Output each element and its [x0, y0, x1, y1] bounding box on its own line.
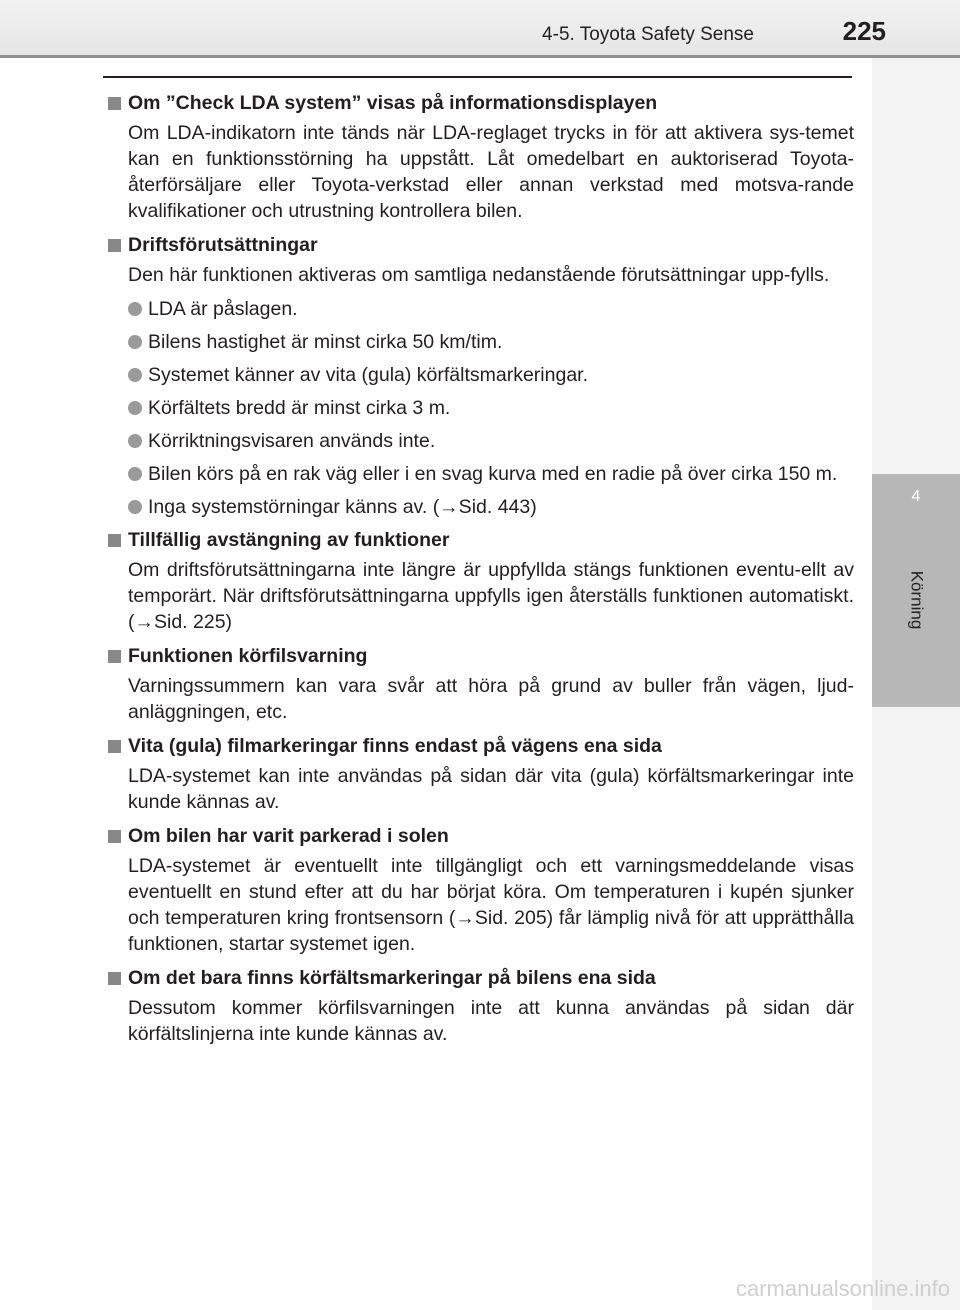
heading-text: Om det bara finns körfältsmarkeringar på bilens ena sida: [128, 967, 656, 989]
side-tab-upper: [872, 58, 960, 474]
list-item: Bilen körs på en rak väg eller i en svag kurva med en radie på över cirka 150 m.: [128, 461, 854, 487]
chapter-label: [872, 570, 960, 630]
circle-bullet-icon: [128, 335, 142, 349]
page-content: [108, 90, 854, 1055]
section-paragraph: LDA-systemet kan inte användas på sidan där vita (gula) körfältsmarkeringar inte kunde kännas av.: [128, 765, 854, 813]
heading-text: Driftsförutsättningar: [128, 234, 318, 256]
heading-text: Funktionen körfilsvarning: [128, 645, 368, 667]
heading-text: Om ”Check LDA system” visas på informationsdisplayen: [128, 92, 658, 114]
list-item: Körfältets bredd är minst cirka 3 m.: [128, 395, 854, 421]
header-divider: [103, 76, 852, 78]
section-heading: [108, 643, 854, 669]
section-paragraph: Om driftsförutsättningarna inte längre är uppfyllda stängs funktionen eventu-ellt av temporärt. När driftsförutsättningarna uppfylls igen återställs funktionen automatiskt. (→Sid. 225): [128, 559, 854, 633]
section-paragraph: Om LDA-indikatorn inte tänds när LDA-reglaget trycks in för att aktivera sys-temet kan en funktionsstörning ha uppstått. Låt omedelbart en auktoriserad Toyota-återförsäljare eller Toyota-verkstad eller annan verkstad med motsva-rande kvalifikationer och utrustning kontrollera bilen.: [128, 122, 854, 222]
square-bullet-icon: [108, 534, 121, 547]
square-bullet-icon: [108, 239, 121, 252]
section-paragraph: Varningssummern kan vara svår att höra på grund av buller från vägen, ljud-anläggningen, etc.: [128, 675, 854, 723]
chapter-number: 4: [911, 488, 921, 505]
heading-text: Om bilen har varit parkerad i solen: [128, 825, 449, 847]
circle-bullet-icon: [128, 500, 142, 514]
circle-bullet-icon: [128, 434, 142, 448]
circle-bullet-icon: [128, 302, 142, 316]
chapter-label-text: Körning: [906, 570, 926, 630]
square-bullet-icon: [108, 650, 121, 663]
list-item: LDA är påslagen.: [128, 296, 854, 322]
circle-bullet-icon: [128, 467, 142, 481]
list-item: Körriktningsvisaren används inte.: [128, 428, 854, 454]
circle-bullet-icon: [128, 368, 142, 382]
section-paragraph: Den här funktionen aktiveras om samtliga nedanstående förutsättningar upp-fylls.: [128, 264, 830, 286]
section-heading: [108, 733, 854, 759]
square-bullet-icon: [108, 972, 121, 985]
list-item: Bilens hastighet är minst cirka 50 km/tim.: [128, 329, 854, 355]
heading-text: Tillfällig avstängning av funktioner: [128, 529, 450, 551]
circle-bullet-icon: [128, 401, 142, 415]
list-item: Systemet känner av vita (gula) körfältsmarkeringar.: [128, 362, 854, 388]
section-heading: [108, 90, 854, 116]
section-heading: [108, 527, 854, 553]
page-number: 225: [842, 16, 886, 46]
square-bullet-icon: [108, 740, 121, 753]
section-paragraph: Dessutom kommer körfilsvarningen inte att kunna användas på sidan där körfältslinjerna inte kunde kännas av.: [128, 997, 854, 1045]
list-item: Inga systemstörningar känns av. (→Sid. 443): [128, 494, 854, 520]
section-title: 4-5. Toyota Safety Sense: [542, 24, 754, 45]
square-bullet-icon: [108, 830, 121, 843]
watermark: carmanualsonline.info: [735, 1276, 950, 1301]
section-heading: [108, 965, 854, 991]
side-tab-lower: [872, 707, 960, 1310]
page-header-bar: [0, 0, 960, 58]
section-heading: [108, 232, 854, 258]
section-heading: [108, 823, 854, 849]
section-paragraph: LDA-systemet är eventuellt inte tillgängligt och ett varningsmeddelande visas eventuellt en stund efter att du har börjat köra. Om temperaturen i kupén sjunker och temperaturen kring frontsensorn (→Sid. 205) får lämplig nivå för att upprätthålla funktionen, startar systemet igen.: [128, 855, 854, 955]
heading-text: Vita (gula) filmarkeringar finns endast på vägens ena sida: [128, 735, 662, 757]
square-bullet-icon: [108, 97, 121, 110]
